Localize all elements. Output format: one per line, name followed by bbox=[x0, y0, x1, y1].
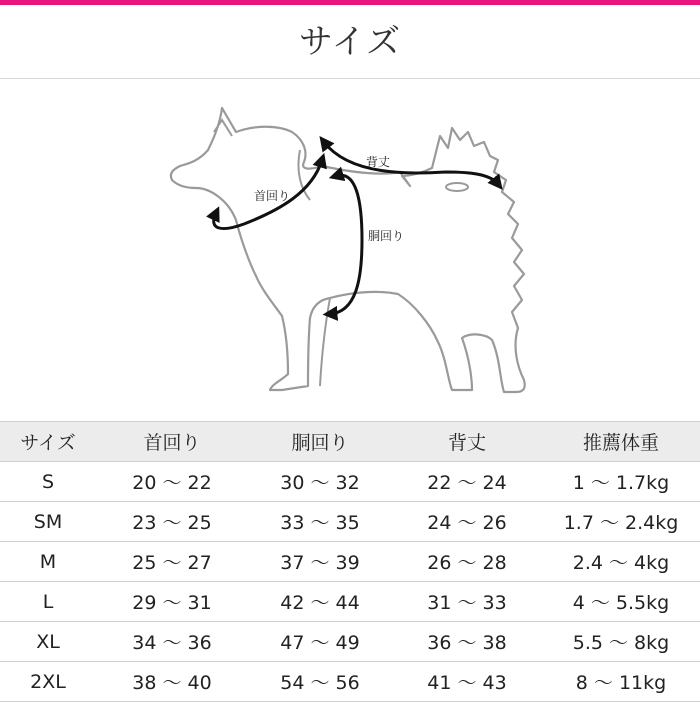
table-row bbox=[0, 542, 700, 582]
cell-size: 2XL bbox=[0, 662, 96, 702]
cell-chest: 54 〜 56 bbox=[248, 662, 392, 702]
page-title: サイズ bbox=[298, 22, 402, 62]
header-neck: 首回り bbox=[96, 422, 248, 462]
header-chest: 胴回り bbox=[248, 422, 392, 462]
cell-chest: 37 〜 39 bbox=[248, 542, 392, 582]
cell-neck: 23 〜 25 bbox=[96, 502, 248, 542]
cell-back: 41 〜 43 bbox=[392, 662, 542, 702]
header-size: サイズ bbox=[0, 422, 96, 462]
table-row bbox=[0, 582, 700, 622]
header-back: 背丈 bbox=[392, 422, 542, 462]
cell-weight: 8 〜 11kg bbox=[542, 662, 700, 702]
cell-chest: 30 〜 32 bbox=[248, 462, 392, 502]
dog-measurement-diagram bbox=[0, 80, 700, 420]
cell-back: 31 〜 33 bbox=[392, 582, 542, 622]
cell-neck: 20 〜 22 bbox=[96, 462, 248, 502]
cell-weight: 4 〜 5.5kg bbox=[542, 582, 700, 622]
cell-chest: 47 〜 49 bbox=[248, 622, 392, 662]
cell-neck: 25 〜 27 bbox=[96, 542, 248, 582]
header-weight: 推薦体重 bbox=[542, 422, 700, 462]
cell-back: 22 〜 24 bbox=[392, 462, 542, 502]
table-row bbox=[0, 502, 700, 542]
cell-size: S bbox=[0, 462, 96, 502]
cell-neck: 34 〜 36 bbox=[96, 622, 248, 662]
cell-size: XL bbox=[0, 622, 96, 662]
cell-neck: 38 〜 40 bbox=[96, 662, 248, 702]
top-accent-bar bbox=[0, 0, 700, 5]
back-length-label: 背丈 bbox=[366, 155, 391, 169]
size-table bbox=[0, 421, 700, 702]
cell-size: SM bbox=[0, 502, 96, 542]
cell-back: 36 〜 38 bbox=[392, 622, 542, 662]
cell-weight: 1.7 〜 2.4kg bbox=[542, 502, 700, 542]
cell-chest: 33 〜 35 bbox=[248, 502, 392, 542]
title-divider bbox=[0, 78, 700, 79]
cell-chest: 42 〜 44 bbox=[248, 582, 392, 622]
chest-girth-label: 胴回り bbox=[368, 229, 405, 243]
table-header-row bbox=[0, 422, 700, 462]
cell-weight: 1 〜 1.7kg bbox=[542, 462, 700, 502]
table-row bbox=[0, 622, 700, 662]
cell-back: 24 〜 26 bbox=[392, 502, 542, 542]
cell-size: L bbox=[0, 582, 96, 622]
neck-label: 首回り bbox=[254, 189, 291, 203]
cell-weight: 2.4 〜 4kg bbox=[542, 542, 700, 582]
table-row bbox=[0, 462, 700, 502]
cell-size: M bbox=[0, 542, 96, 582]
cell-back: 26 〜 28 bbox=[392, 542, 542, 582]
cell-weight: 5.5 〜 8kg bbox=[542, 622, 700, 662]
cell-neck: 29 〜 31 bbox=[96, 582, 248, 622]
dog-silhouette-icon bbox=[171, 108, 525, 392]
table-row bbox=[0, 662, 700, 702]
